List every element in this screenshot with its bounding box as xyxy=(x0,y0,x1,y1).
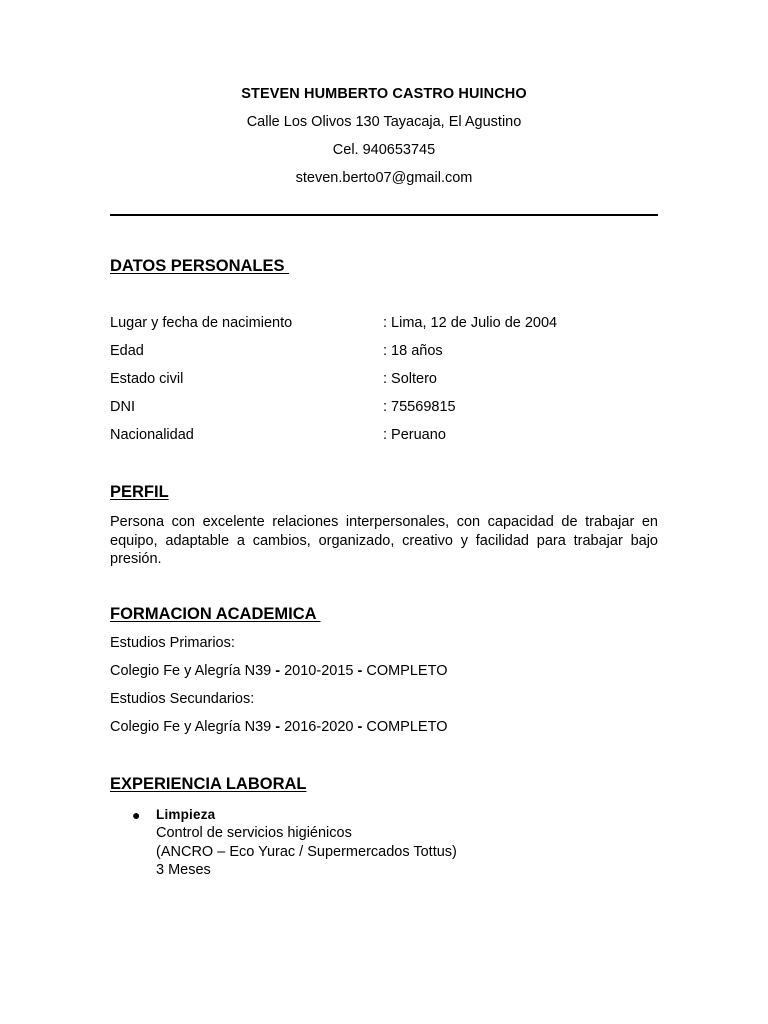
edu-status: COMPLETO xyxy=(362,663,448,679)
edu-school: Colegio Fe y Alegría N39 xyxy=(110,663,276,679)
profile-text: Persona con excelente relaciones interpersonales, con capacidad de trabajar en equipo, adaptable a cambios, organizado, creativo y facilidad para trabajar bajo presión. xyxy=(110,514,658,567)
section-title-datos-personales: DATOS PERSONALES xyxy=(110,257,290,275)
edu-secondary-label: Estudios Secundarios: xyxy=(110,691,255,707)
candidate-email: steven.berto07@gmail.com xyxy=(295,170,473,186)
edu-separator: - xyxy=(357,663,363,679)
candidate-name: STEVEN HUMBERTO CASTRO HUINCHO xyxy=(241,86,527,102)
section-title-experiencia: EXPERIENCIA LABORAL xyxy=(110,775,307,793)
personal-data-value: : 18 años xyxy=(383,343,443,359)
personal-data-value: : Peruano xyxy=(383,427,446,443)
experience-role: Control de servicios higiénicos xyxy=(156,825,352,842)
personal-data-label: Estado civil xyxy=(110,371,184,387)
section-title-perfil: PERFIL xyxy=(110,483,169,501)
personal-data-value: : 75569815 xyxy=(383,399,456,415)
header-divider xyxy=(110,214,658,216)
edu-years: 2010-2015 xyxy=(280,663,358,679)
experience-details xyxy=(156,806,457,879)
edu-years: 2016-2020 xyxy=(280,719,358,735)
experience-company: (ANCRO – Eco Yurac / Supermercados Tottus) xyxy=(156,843,457,860)
personal-data-label: Edad xyxy=(110,343,144,359)
edu-separator: - xyxy=(275,663,281,679)
candidate-address: Calle Los Olivos 130 Tayacaja, El Agustino xyxy=(246,114,522,130)
personal-data-label: Nacionalidad xyxy=(110,427,194,443)
experience-position: Limpieza xyxy=(156,807,216,822)
section-title-formacion: FORMACION ACADEMICA xyxy=(110,605,321,623)
personal-data-value: : Soltero xyxy=(383,371,437,387)
personal-data-label: Lugar y fecha de nacimiento xyxy=(110,315,293,331)
personal-data-value: : Lima, 12 de Julio de 2004 xyxy=(383,315,558,331)
edu-primary-entry xyxy=(110,662,447,680)
bullet-icon: ● xyxy=(132,807,141,823)
experience-duration: 3 Meses xyxy=(156,861,211,878)
edu-school: Colegio Fe y Alegría N39 xyxy=(110,719,276,735)
edu-separator: - xyxy=(275,719,281,735)
edu-separator: - xyxy=(357,719,363,735)
personal-data-label: DNI xyxy=(110,399,135,415)
edu-status: COMPLETO xyxy=(362,719,448,735)
candidate-phone: Cel. 940653745 xyxy=(332,142,436,158)
edu-primary-label: Estudios Primarios: xyxy=(110,635,235,651)
edu-secondary-entry xyxy=(110,718,447,736)
